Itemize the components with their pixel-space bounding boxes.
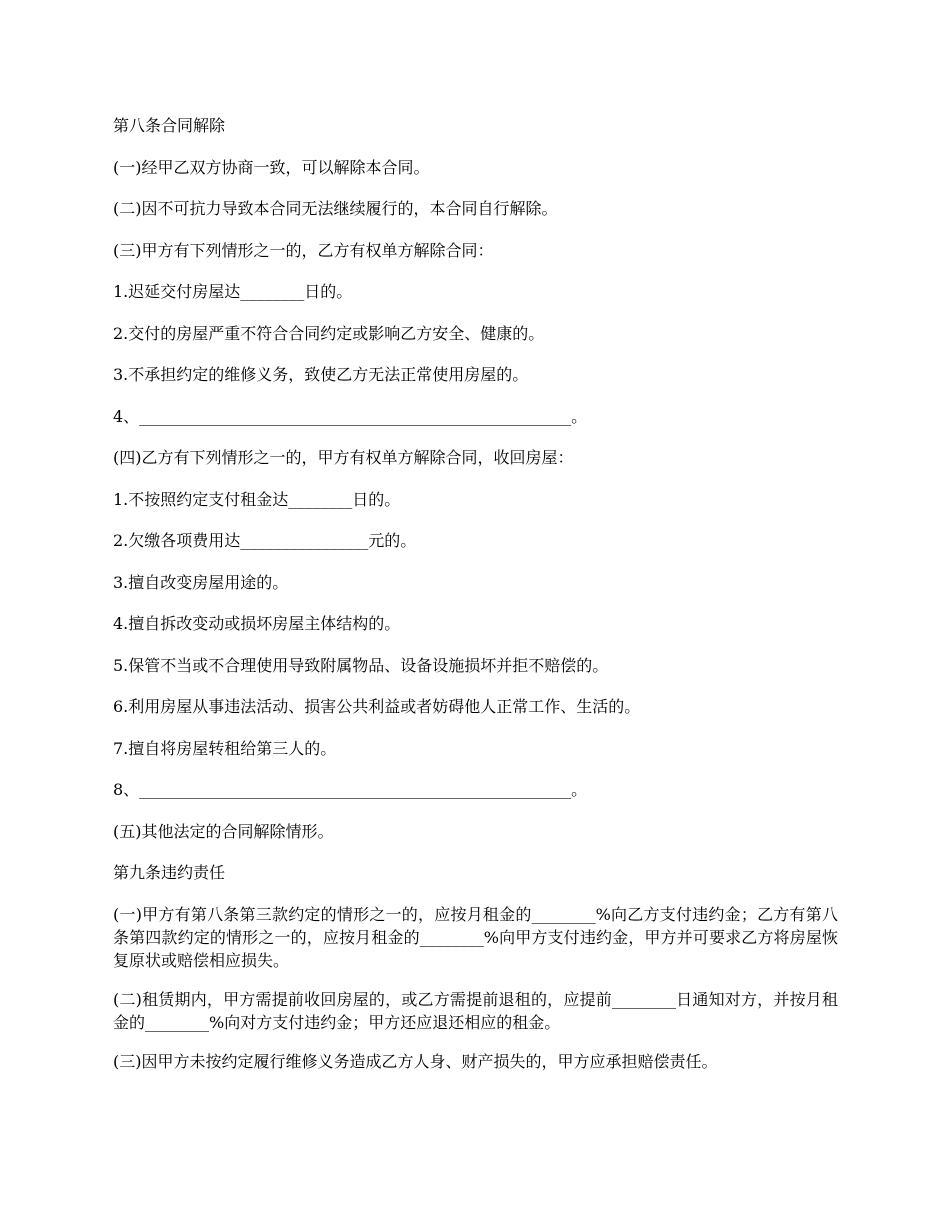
- list-item: 7.擅自将房屋转租给第三人的。: [113, 738, 337, 758]
- list-item: 3.不承担约定的维修义务，致使乙方无法正常使用房屋的。: [113, 365, 529, 384]
- paragraph: (一)经甲乙双方协商一致，可以解除本合同。: [113, 157, 430, 177]
- list-item: 2.交付的房屋严重不符合合同约定或影响乙方安全、健康的。: [113, 323, 545, 343]
- list-item: 6.利用房屋从事违法活动、损害公共利益或者妨碍他人正常工作、生活的。: [113, 697, 641, 716]
- list-item: 8、______________________________________________________。: [113, 780, 588, 799]
- list-item: 5.保管不当或不合理使用导致附属物品、设备设施损坏并拒不赔偿的。: [113, 655, 609, 675]
- section-heading-article-8: 第八条合同解除: [113, 116, 226, 135]
- document-body: [113, 114, 838, 1091]
- list-item: 1.迟延交付房屋达________日的。: [113, 282, 353, 301]
- list-item: 1.不按照约定支付租金达________日的。: [113, 489, 401, 509]
- list-item: 4.擅自拆改变动或损坏房屋主体结构的。: [113, 614, 401, 633]
- paragraph: (三)因甲方未按约定履行维修义务造成乙方人身、财产损失的，甲方应承担赔偿责任。: [113, 1051, 718, 1071]
- paragraph: (一)甲方有第八条第三款约定的情形之一的，应按月租金的________%向乙方支付违约金；乙方有第八条第四款约定的情形之一的，应按月租金的________%向甲方支付违约金，甲方并可要求乙方将房屋恢复原状或赔偿相应损失。: [113, 904, 838, 970]
- paragraph: (三)甲方有下列情形之一的，乙方有权单方解除合同：: [113, 240, 494, 260]
- paragraph: (二)租赁期内，甲方需提前收回房屋的，或乙方需提前退租的，应提前________日通知对方，并按月租金的________%向对方支付违约金；甲方还应退还相应的租金。: [113, 989, 838, 1032]
- list-item: 2.欠缴各项费用达________________元的。: [113, 531, 417, 550]
- paragraph: (二)因不可抗力导致本合同无法继续履行的，本合同自行解除。: [113, 199, 558, 218]
- paragraph: (四)乙方有下列情形之一的，甲方有权单方解除合同，收回房屋：: [113, 448, 574, 467]
- list-item: 4、______________________________________________________。: [113, 406, 588, 426]
- paragraph: (五)其他法定的合同解除情形。: [113, 821, 334, 841]
- list-item: 3.擅自改变房屋用途的。: [113, 572, 289, 592]
- section-heading-article-9: 第九条违约责任: [113, 863, 226, 882]
